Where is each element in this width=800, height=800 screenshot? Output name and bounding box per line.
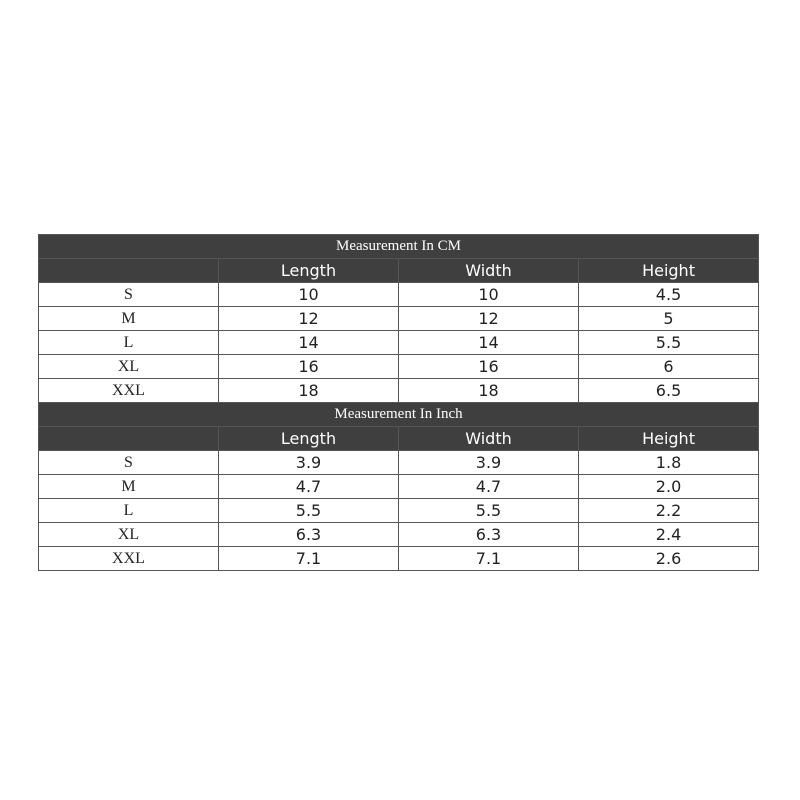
inch-title: Measurement In Inch (39, 403, 759, 427)
table-row (39, 379, 759, 403)
length-value: 12 (219, 307, 399, 331)
table-row (39, 451, 759, 475)
size-chart (38, 234, 758, 571)
measurement-table (38, 234, 759, 571)
size-label: S (39, 283, 219, 307)
width-value: 12 (399, 307, 579, 331)
size-label: M (39, 307, 219, 331)
table-row (39, 475, 759, 499)
width-value: 7.1 (399, 547, 579, 571)
cm-header-height: Height (579, 259, 759, 283)
size-label: XXL (39, 379, 219, 403)
cm-header-size (39, 259, 219, 283)
size-label: M (39, 475, 219, 499)
table-row (39, 283, 759, 307)
length-value: 4.7 (219, 475, 399, 499)
length-value: 10 (219, 283, 399, 307)
width-value: 18 (399, 379, 579, 403)
width-value: 6.3 (399, 523, 579, 547)
width-value: 10 (399, 283, 579, 307)
length-value: 6.3 (219, 523, 399, 547)
table-row (39, 547, 759, 571)
height-value: 1.8 (579, 451, 759, 475)
height-value: 2.2 (579, 499, 759, 523)
table-row (39, 355, 759, 379)
inch-section (39, 403, 759, 571)
cm-header-length: Length (219, 259, 399, 283)
length-value: 14 (219, 331, 399, 355)
inch-header-row (39, 427, 759, 451)
table-row (39, 499, 759, 523)
cm-header-row (39, 259, 759, 283)
size-label: XXL (39, 547, 219, 571)
size-label: XL (39, 355, 219, 379)
height-value: 6 (579, 355, 759, 379)
length-value: 18 (219, 379, 399, 403)
inch-header-length: Length (219, 427, 399, 451)
inch-header-width: Width (399, 427, 579, 451)
inch-title-row (39, 403, 759, 427)
height-value: 2.6 (579, 547, 759, 571)
length-value: 5.5 (219, 499, 399, 523)
cm-header-width: Width (399, 259, 579, 283)
width-value: 16 (399, 355, 579, 379)
table-row (39, 307, 759, 331)
table-row (39, 523, 759, 547)
height-value: 4.5 (579, 283, 759, 307)
inch-header-size (39, 427, 219, 451)
height-value: 2.0 (579, 475, 759, 499)
size-label: L (39, 499, 219, 523)
cm-title: Measurement In CM (39, 235, 759, 259)
size-label: L (39, 331, 219, 355)
width-value: 14 (399, 331, 579, 355)
inch-header-height: Height (579, 427, 759, 451)
length-value: 3.9 (219, 451, 399, 475)
width-value: 4.7 (399, 475, 579, 499)
width-value: 5.5 (399, 499, 579, 523)
size-label: S (39, 451, 219, 475)
height-value: 6.5 (579, 379, 759, 403)
width-value: 3.9 (399, 451, 579, 475)
length-value: 16 (219, 355, 399, 379)
size-label: XL (39, 523, 219, 547)
height-value: 5 (579, 307, 759, 331)
table-row (39, 331, 759, 355)
cm-section (39, 235, 759, 403)
height-value: 2.4 (579, 523, 759, 547)
cm-title-row (39, 235, 759, 259)
length-value: 7.1 (219, 547, 399, 571)
height-value: 5.5 (579, 331, 759, 355)
